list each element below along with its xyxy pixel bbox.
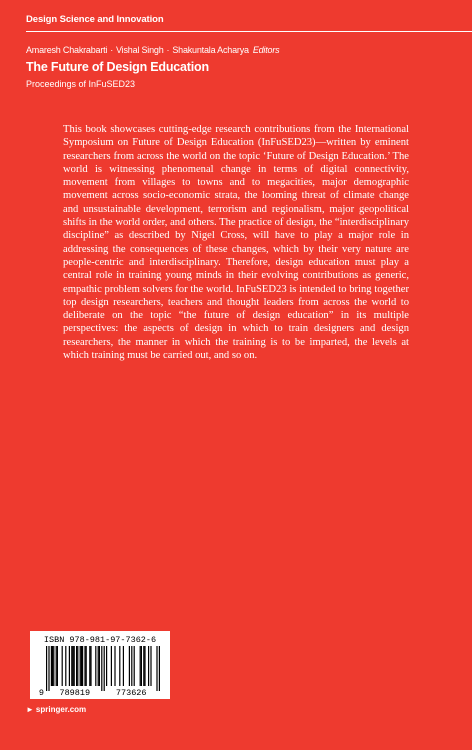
barcode-bar <box>99 646 100 686</box>
barcode-bar <box>159 646 160 691</box>
barcode-bar <box>129 646 130 686</box>
barcode-bar <box>72 646 73 686</box>
barcode-bar <box>82 646 83 686</box>
barcode-bar <box>74 646 75 686</box>
barcode-bar <box>84 646 85 686</box>
barcode-bar <box>53 646 54 686</box>
barcode-digits: 773626 <box>115 688 147 696</box>
editor-separator: · <box>110 45 114 55</box>
barcode-bar <box>77 646 78 686</box>
header-divider <box>26 31 472 32</box>
publisher-url: springer.com <box>35 705 87 714</box>
barcode-bar <box>69 646 70 686</box>
barcode-bar <box>134 646 135 686</box>
book-title: The Future of Design Education <box>26 60 209 74</box>
barcode-bar <box>104 646 105 691</box>
barcode-bar <box>89 646 90 686</box>
editor-name: Amaresh Chakrabarti <box>26 45 108 55</box>
barcode-bar <box>111 646 112 686</box>
series-title: Design Science and Innovation <box>26 14 164 25</box>
barcode-bar <box>131 646 132 686</box>
barcode-bar <box>98 646 99 686</box>
barcode-bar <box>156 646 157 691</box>
barcode-graphic <box>36 646 164 696</box>
barcode-bar <box>95 646 96 686</box>
barcode-bar <box>119 646 120 686</box>
book-subtitle: Proceedings of InFuSED23 <box>26 79 136 89</box>
barcode-bar <box>80 646 81 686</box>
publisher-link[interactable] <box>26 705 86 714</box>
editor-separator: · <box>166 45 170 55</box>
barcode-bar <box>48 646 49 691</box>
barcode-bar <box>148 646 149 686</box>
barcode-bar <box>52 646 53 686</box>
barcode-bar <box>114 646 115 686</box>
book-description: This book showcases cutting-edge research contributions from the International Symposium on Future of Design Education (InFuSED23)—written by eminent researchers from across the world on the topic ‘Future of Design Education.’ The world is witnessing phenomenal change in terms of digital connectivity, movement from villages to towns and to megacities, major demographic movement across socio-economic strata, the looming threat of climate change and unsustainable development, terrorism and regionalism, major geopolitical shifts in the world order, and others. The practice of design, the “interdisciplinary discipline” as described by Nigel Cross, will have to play a major role in addressing the consequences of these changes, which by their very nature are people-centric and interdisciplinary. Therefore, design education must play a central role in training young minds in their evolving contributions as generic, empathic problem solvers for the world. InFuSED23 is intended to bring together top design researchers, teachers and thought leaders from across the world to deliberate on the topic “the future of design education” in its multiple perspectives: the aspects of design in which to train designers and design researchers, the manner in which the training is to be imparted, the levels at which training must be carried out, and so on. <box>63 124 409 362</box>
isbn-label: ISBN 978-981-97-7362-6 <box>43 635 157 645</box>
barcode-bar <box>86 646 87 686</box>
barcode-bar <box>140 646 141 686</box>
barcode-bar <box>51 646 52 686</box>
barcode-bar <box>56 646 57 686</box>
editor-name: Shakuntala Acharya <box>172 45 249 55</box>
barcode-bar <box>150 646 151 686</box>
barcode-bar <box>90 646 91 686</box>
barcode-bar <box>62 646 63 686</box>
barcode-bar <box>123 646 124 686</box>
barcode-bar <box>46 646 47 691</box>
barcode-bar <box>71 646 72 686</box>
barcode-bar <box>65 646 66 686</box>
editor-name: Vishal Singh <box>116 45 164 55</box>
arrow-right-icon: ► <box>26 705 34 714</box>
barcode-digits: 9 <box>38 688 44 696</box>
editors-role: Editors <box>252 45 280 55</box>
barcode-bar <box>144 646 145 686</box>
barcode-bar <box>143 646 144 686</box>
barcode-bar <box>76 646 77 686</box>
barcode-digits: 789819 <box>59 688 91 696</box>
barcode-bar <box>81 646 82 686</box>
barcode-bar <box>106 646 107 686</box>
barcode-bar <box>57 646 58 686</box>
editors-line <box>26 45 279 55</box>
barcode-bar <box>141 646 142 686</box>
isbn-barcode <box>30 631 170 699</box>
barcode-bar <box>101 646 102 691</box>
